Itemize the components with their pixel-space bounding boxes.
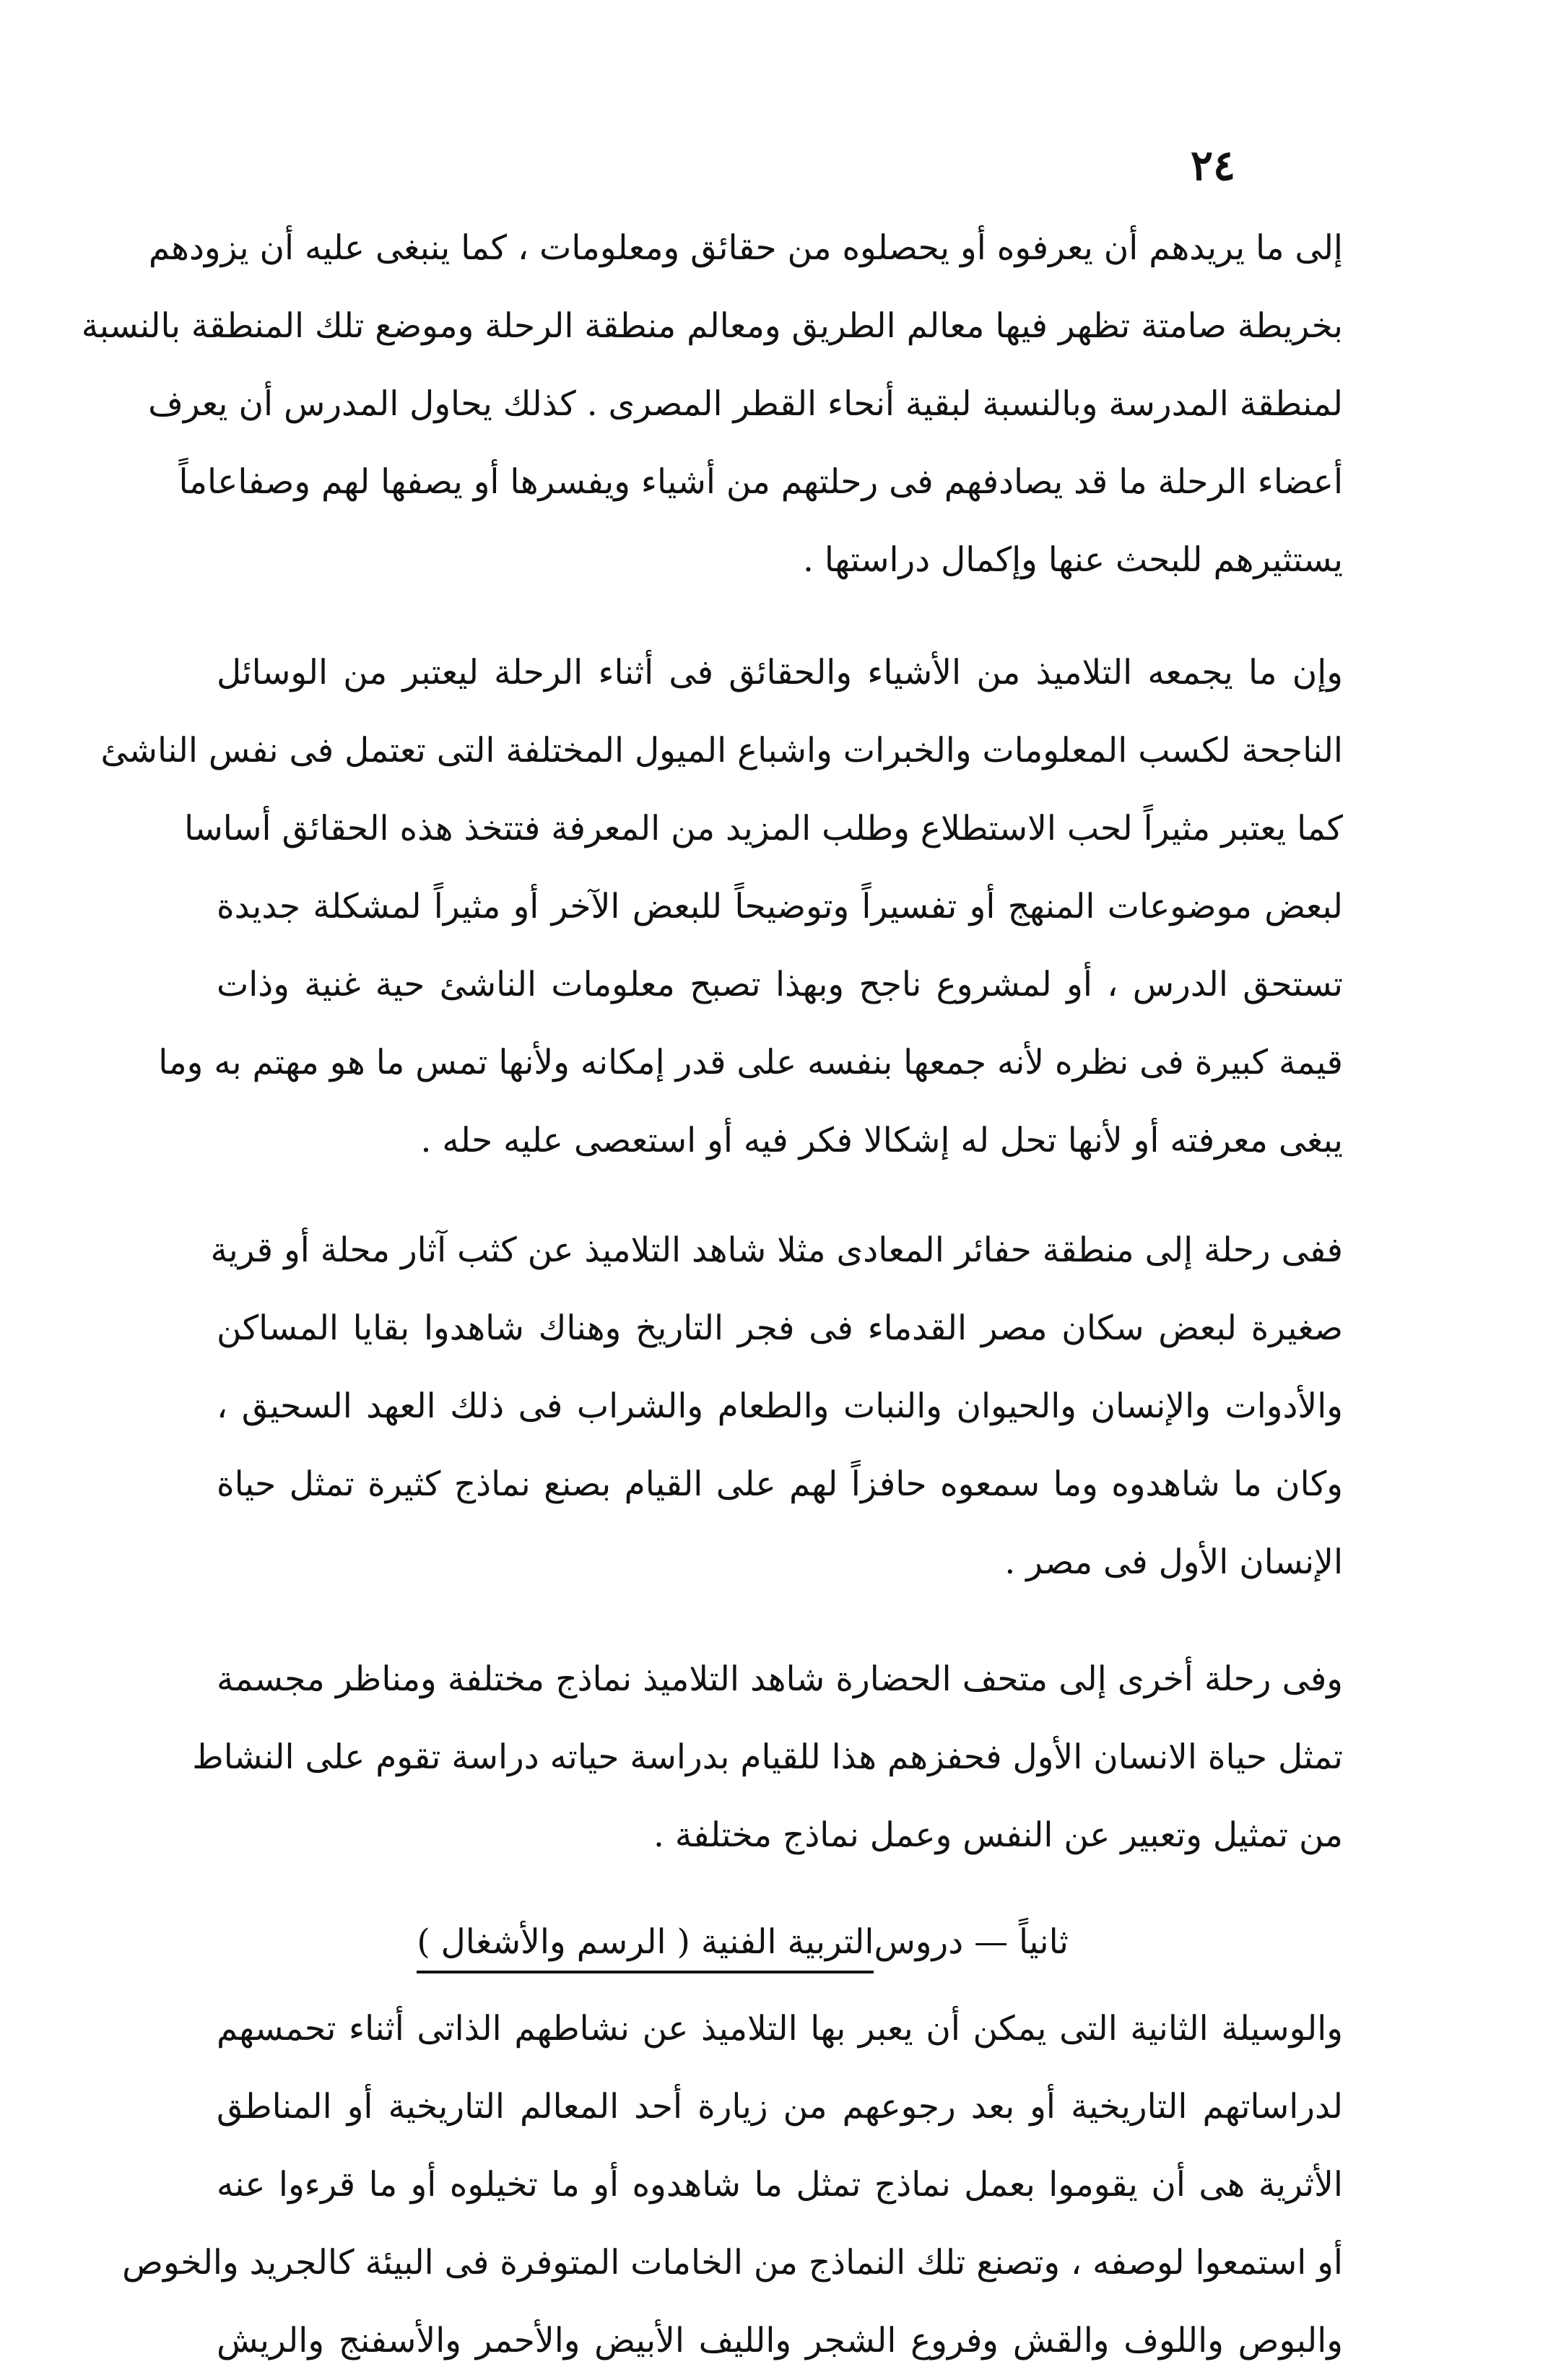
text-line: الإنسان الأول فى مصر . xyxy=(1004,1542,1343,1582)
text-line: لمنطقة المدرسة وبالنسبة لبقية أنحاء القطر المصرى . كذلك يحاول المدرس أن يعرف xyxy=(148,384,1343,424)
paragraph-4 xyxy=(192,1641,1343,1875)
page-number: ٢٤ xyxy=(1190,141,1236,190)
text-line: الأثرية هى أن يقوموا بعمل نماذج تمثل ما شاهدوه أو ما تخيلوه أو ما قرءوا عنه xyxy=(217,2165,1343,2205)
text-line: وإن ما يجمعه التلاميذ من الأشياء والحقائق فى أثناء الرحلة ليعتبر من الوسائل xyxy=(217,653,1343,692)
page-body xyxy=(81,209,1343,2380)
text-line: أو استمعوا لوصفه ، وتصنع تلك النماذج من الخامات المتوفرة فى البيئة كالجريد والخوص xyxy=(122,2243,1343,2283)
paragraph-spacer xyxy=(217,599,1343,634)
text-line: تستحق الدرس ، أو لمشروع ناجح وبهذا تصبح معلومات الناشئ حية غنية وذات xyxy=(217,965,1343,1004)
text-line: يستثيرهم للبحث عنها وإكمال دراستها . xyxy=(803,540,1343,580)
text-line: قيمة كبيرة فى نظره لأنه جمعها بنفسه على قدر إمكانه ولأنها تمس ما هو مهتم به وما xyxy=(158,1043,1343,1082)
text-line: والوسيلة الثانية التى يمكن أن يعبر بها التلاميذ عن نشاطهم الذاتى أثناء تحمسهم xyxy=(217,2009,1343,2049)
text-line: لدراساتهم التاريخية أو بعد رجوعهم من زيارة أحد المعالم التاريخية أو المناطق xyxy=(217,2087,1343,2127)
text-line: يبغى معرفته أو لأنها تحل له إشكالا فكر فيه أو استعصى عليه حله . xyxy=(420,1121,1343,1160)
text-line: والأدوات والإنسان والحيوان والنبات والطعام والشراب فى ذلك العهد السحيق ، xyxy=(217,1386,1343,1426)
paragraph-5 xyxy=(122,1990,1343,2380)
text-line: كما يعتبر مثيراً لحب الاستطلاع وطلب المزيد من المعرفة فتتخذ هذه الحقائق أساسا xyxy=(184,809,1343,848)
paragraph-spacer xyxy=(217,1875,1343,1903)
text-line: من تمثيل وتعبير عن النفس وعمل نماذج مختلفة . xyxy=(653,1815,1343,1855)
text-line: إلى ما يريدهم أن يعرفوه أو يحصلوه من حقائق ومعلومات ، كما ينبغى عليه أن يزودهم xyxy=(148,228,1343,268)
text-line: لبعض موضوعات المنهج أو تفسيراً وتوضيحاً للبعض الآخر أو مثيراً لمشكلة جديدة xyxy=(217,887,1343,926)
text-line: ففى رحلة إلى منطقة حفائر المعادى مثلا شاهد التلاميذ عن كثب آثار محلة أو قرية xyxy=(210,1230,1343,1270)
paragraph-1 xyxy=(81,209,1343,599)
paragraph-spacer xyxy=(217,1981,1343,1990)
paragraph-spacer xyxy=(217,1602,1343,1641)
text-line: بخريطة صامتة تظهر فيها معالم الطريق ومعالم منطقة الرحلة وموضع تلك المنطقة بالنسبة xyxy=(81,306,1343,346)
paragraph-2 xyxy=(100,634,1343,1180)
text-line: والبوص واللوف والقش وفروع الشجر والليف الأبيض والأحمر والأسفنج والريش xyxy=(217,2321,1343,2361)
section-heading-prefix: ثانياً — دروس xyxy=(874,1922,1069,1962)
text-line: وفى رحلة أخرى إلى متحف الحضارة شاهد التلاميذ نماذج مختلفة ومناظر مجسمة xyxy=(217,1659,1343,1699)
section-heading-title: التربية الفنية ( الرسم والأشغال ) xyxy=(417,1917,874,1973)
paragraph-spacer xyxy=(217,1180,1343,1212)
text-line: صغيرة لبعض سكان مصر القدماء فى فجر التاريخ وهناك شاهدوا بقايا المساكن xyxy=(217,1308,1343,1348)
text-line: الناجحة لكسب المعلومات والخبرات واشباع الميول المختلفة التى تعتمل فى نفس الناشئ xyxy=(100,731,1343,770)
paragraph-3 xyxy=(210,1212,1343,1602)
text-line: وكان ما شاهدوه وما سمعوه حافزاً لهم على القيام بصنع نماذج كثيرة تمثل حياة xyxy=(217,1464,1343,1504)
section-heading xyxy=(217,1903,1343,1981)
text-line: أعضاء الرحلة ما قد يصادفهم فى رحلتهم من أشياء ويفسرها أو يصفها لهم وصفاعاماً xyxy=(178,462,1343,502)
text-line: تمثل حياة الانسان الأول فحفزهم هذا للقيام بدراسة حياته دراسة تقوم على النشاط xyxy=(192,1737,1343,1777)
